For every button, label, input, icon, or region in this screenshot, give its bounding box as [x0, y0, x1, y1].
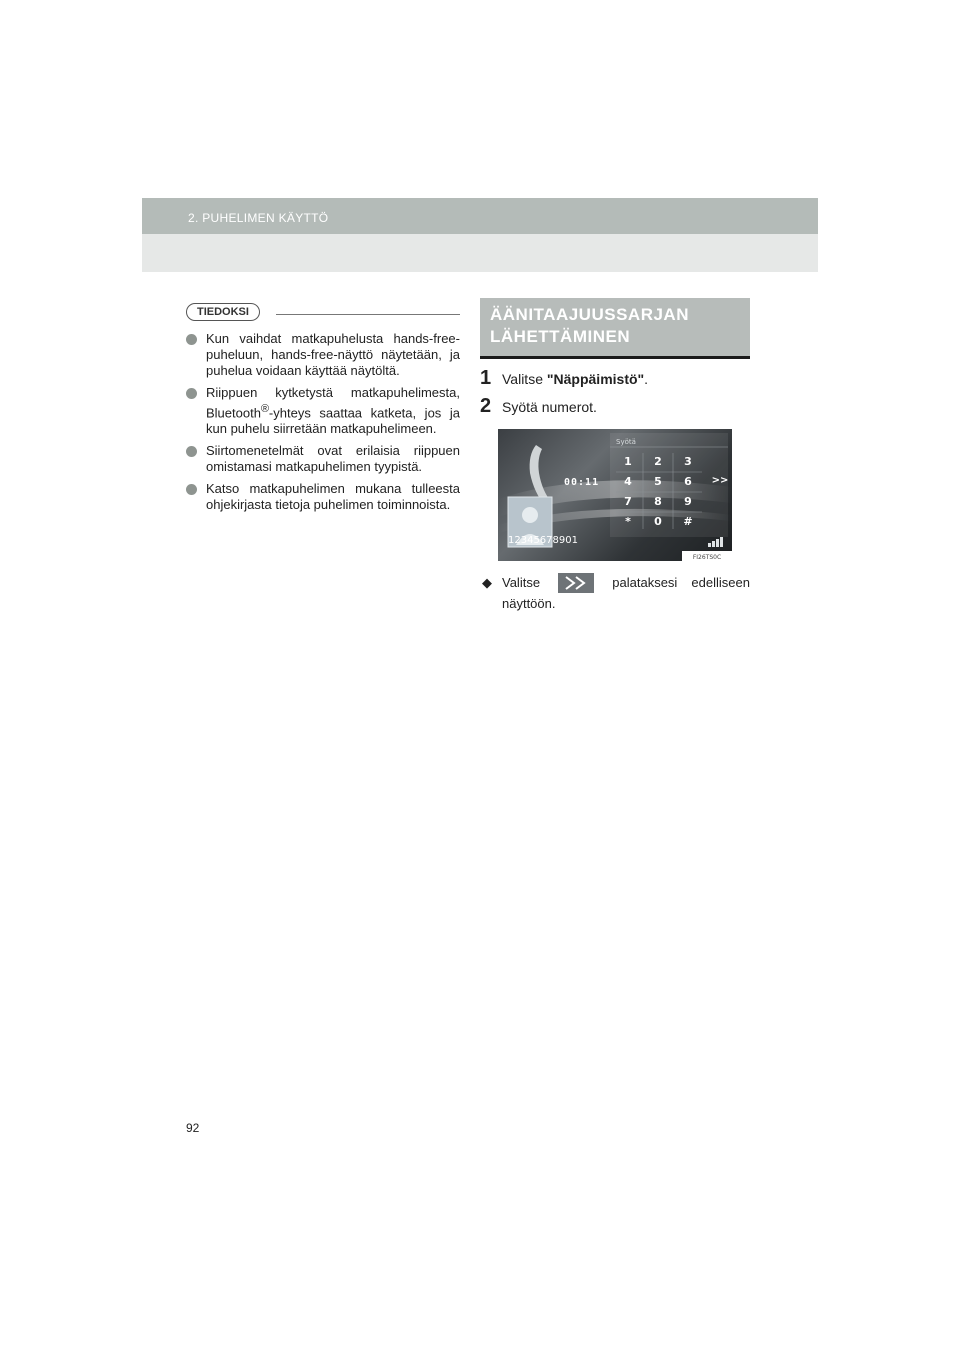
back-button-icon [558, 573, 594, 593]
notes-label: TIEDOKSI [186, 303, 260, 321]
keypad-screenshot [498, 429, 732, 561]
note-text-pre: Valitse [502, 575, 541, 590]
bullet-icon [186, 334, 197, 345]
bullet-icon [186, 388, 197, 399]
registered-mark: ® [260, 403, 269, 415]
dtmf-section [480, 298, 750, 614]
note-text-pre: Riippuen kytketystä matkapuhelimesta, Bluetooth [206, 385, 460, 421]
return-note [480, 573, 750, 614]
notes-box [186, 302, 460, 519]
keypad-screen-graphic [498, 429, 732, 561]
key-star[interactable]: * [625, 515, 631, 528]
note-text: Siirtomenetelmät ovat erilaisia riippuen omistamasi matkapuhelimen tyypistä. [206, 443, 460, 475]
step-number: 1 [480, 367, 492, 389]
note-text-post: -yhteys saattaa katketa, jos ja kun puhelu siirretään matkapuhelimeen. [206, 405, 460, 437]
note-text: Katso matkapuhelimen mukana tulleesta ohjekirjasta tietoja puhelimen toiminnoista. [206, 481, 460, 513]
key-hash[interactable]: # [683, 515, 693, 528]
back-chevron-icon[interactable]: >> [711, 475, 729, 486]
header-subband [142, 234, 818, 272]
call-timer: 00:11 [564, 477, 600, 488]
step-text-bold: "Näppäimistö" [546, 371, 645, 387]
notes-divider [276, 314, 460, 315]
key-2[interactable]: 2 [654, 455, 662, 468]
note-item [186, 443, 460, 475]
key-9[interactable]: 9 [684, 495, 692, 508]
key-4[interactable]: 4 [624, 475, 632, 488]
page-number: 92 [186, 1121, 200, 1135]
section-label: 2. PUHELIMEN KÄYTTÖ [188, 211, 329, 225]
bullet-icon [186, 484, 197, 495]
step-text-post: . [644, 371, 649, 387]
double-chevron-icon [558, 573, 594, 593]
signal-strength-icon [708, 537, 723, 547]
note-item [186, 331, 460, 379]
image-code: FI26TS0C [692, 554, 722, 561]
note-item [186, 385, 460, 437]
bullet-icon [186, 446, 197, 457]
keypad-title: Syötä [616, 438, 636, 446]
key-0[interactable]: 0 [654, 515, 662, 528]
step-number: 2 [480, 395, 492, 417]
avatar-icon [522, 507, 538, 523]
key-6[interactable]: 6 [684, 475, 692, 488]
step-text-pre: Valitse [502, 371, 547, 387]
key-1[interactable]: 1 [624, 455, 632, 468]
step-2 [480, 395, 750, 417]
step-1 [480, 367, 750, 389]
key-3[interactable]: 3 [684, 455, 692, 468]
note-text: Kun vaihdat matkapuhelusta hands-free-puheluun, hands-free-näyttö näytetään, ja puhelua voidaan käyttää näytöltä. [206, 331, 460, 378]
section-heading: ÄÄNITAAJUUSSARJAN LÄHETTÄMINEN [480, 298, 750, 359]
notes-list [186, 331, 460, 513]
note-item [186, 481, 460, 513]
key-7[interactable]: 7 [624, 495, 632, 508]
key-8[interactable]: 8 [654, 495, 662, 508]
key-5[interactable]: 5 [654, 475, 662, 488]
step-text: Syötä numerot. [502, 399, 597, 415]
dialed-number: 12345678901 [508, 535, 578, 546]
note-text-post: palataksesi edelliseen näyttöön. [502, 575, 750, 611]
diamond-bullet-icon: ◆ [482, 575, 492, 590]
